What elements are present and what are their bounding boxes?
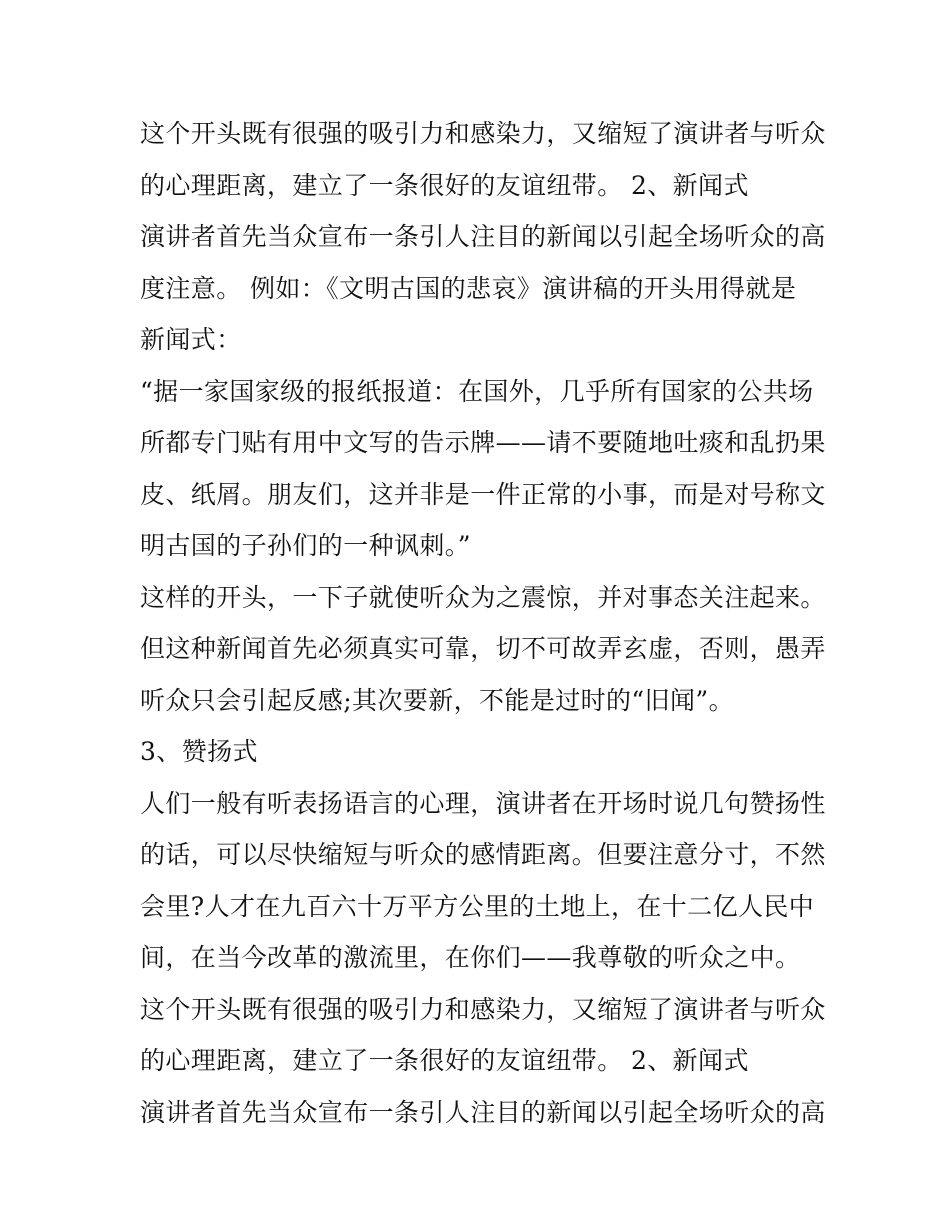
text-line: 听众只会引起反感;其次要新，不能是过时的“旧闻”。 <box>140 685 734 715</box>
text-line: 这个开头既有很强的吸引力和感染力，又缩短了演讲者与听众 <box>140 994 826 1024</box>
text-line: 演讲者首先当众宣布一条引人注目的新闻以引起全场听众的高 <box>140 1097 826 1127</box>
text-line: 会里?人才在九百六十万平方公里的土地上，在十二亿人民中 <box>140 891 815 921</box>
section-heading: 3、赞扬式 <box>140 737 258 766</box>
text-line: 人们一般有听表扬语言的心理，演讲者在开场时说几句赞扬性 <box>140 788 826 818</box>
text-line: 的心理距离，建立了一条很好的友谊纽带。 2、新闻式 <box>140 1046 749 1075</box>
text-line: 这样的开头，一下子就使听众为之震惊，并对事态关注起来。 <box>140 582 826 612</box>
text-line: 所都专门贴有用中文写的告示牌——请不要随地吐痰和乱扔果 <box>140 428 826 457</box>
document-body <box>140 108 830 1138</box>
text-line: “据一家国家级的报纸报道：在国外，几乎所有国家的公共场 <box>140 376 814 406</box>
text-line: 度注意。 例如：《文明古国的悲哀》演讲稿的开头用得就是 <box>140 273 797 303</box>
text-line: 但这种新闻首先必须真实可靠，切不可故弄玄虚，否则，愚弄 <box>140 634 826 663</box>
text-line: 间，在当今改革的激流里，在你们——我尊敬的听众之中。 <box>140 943 801 972</box>
text-line: 这个开头既有很强的吸引力和感染力，又缩短了演讲者与听众 <box>140 119 826 148</box>
text-line: 的心理距离，建立了一条很好的友谊纽带。 2、新闻式 <box>140 170 749 200</box>
text-line: 演讲者首先当众宣布一条引人注目的新闻以引起全场听众的高 <box>140 222 826 251</box>
text-line: 新闻式： <box>140 325 242 354</box>
text-line: 皮、纸屑。朋友们，这并非是一件正常的小事，而是对号称文 <box>140 479 826 509</box>
text-line: 的话，可以尽快缩短与听众的感情距离。但要注意分寸，不然 <box>140 840 826 869</box>
text-line: 明古国的子孙们的一种讽刺。” <box>140 531 471 560</box>
